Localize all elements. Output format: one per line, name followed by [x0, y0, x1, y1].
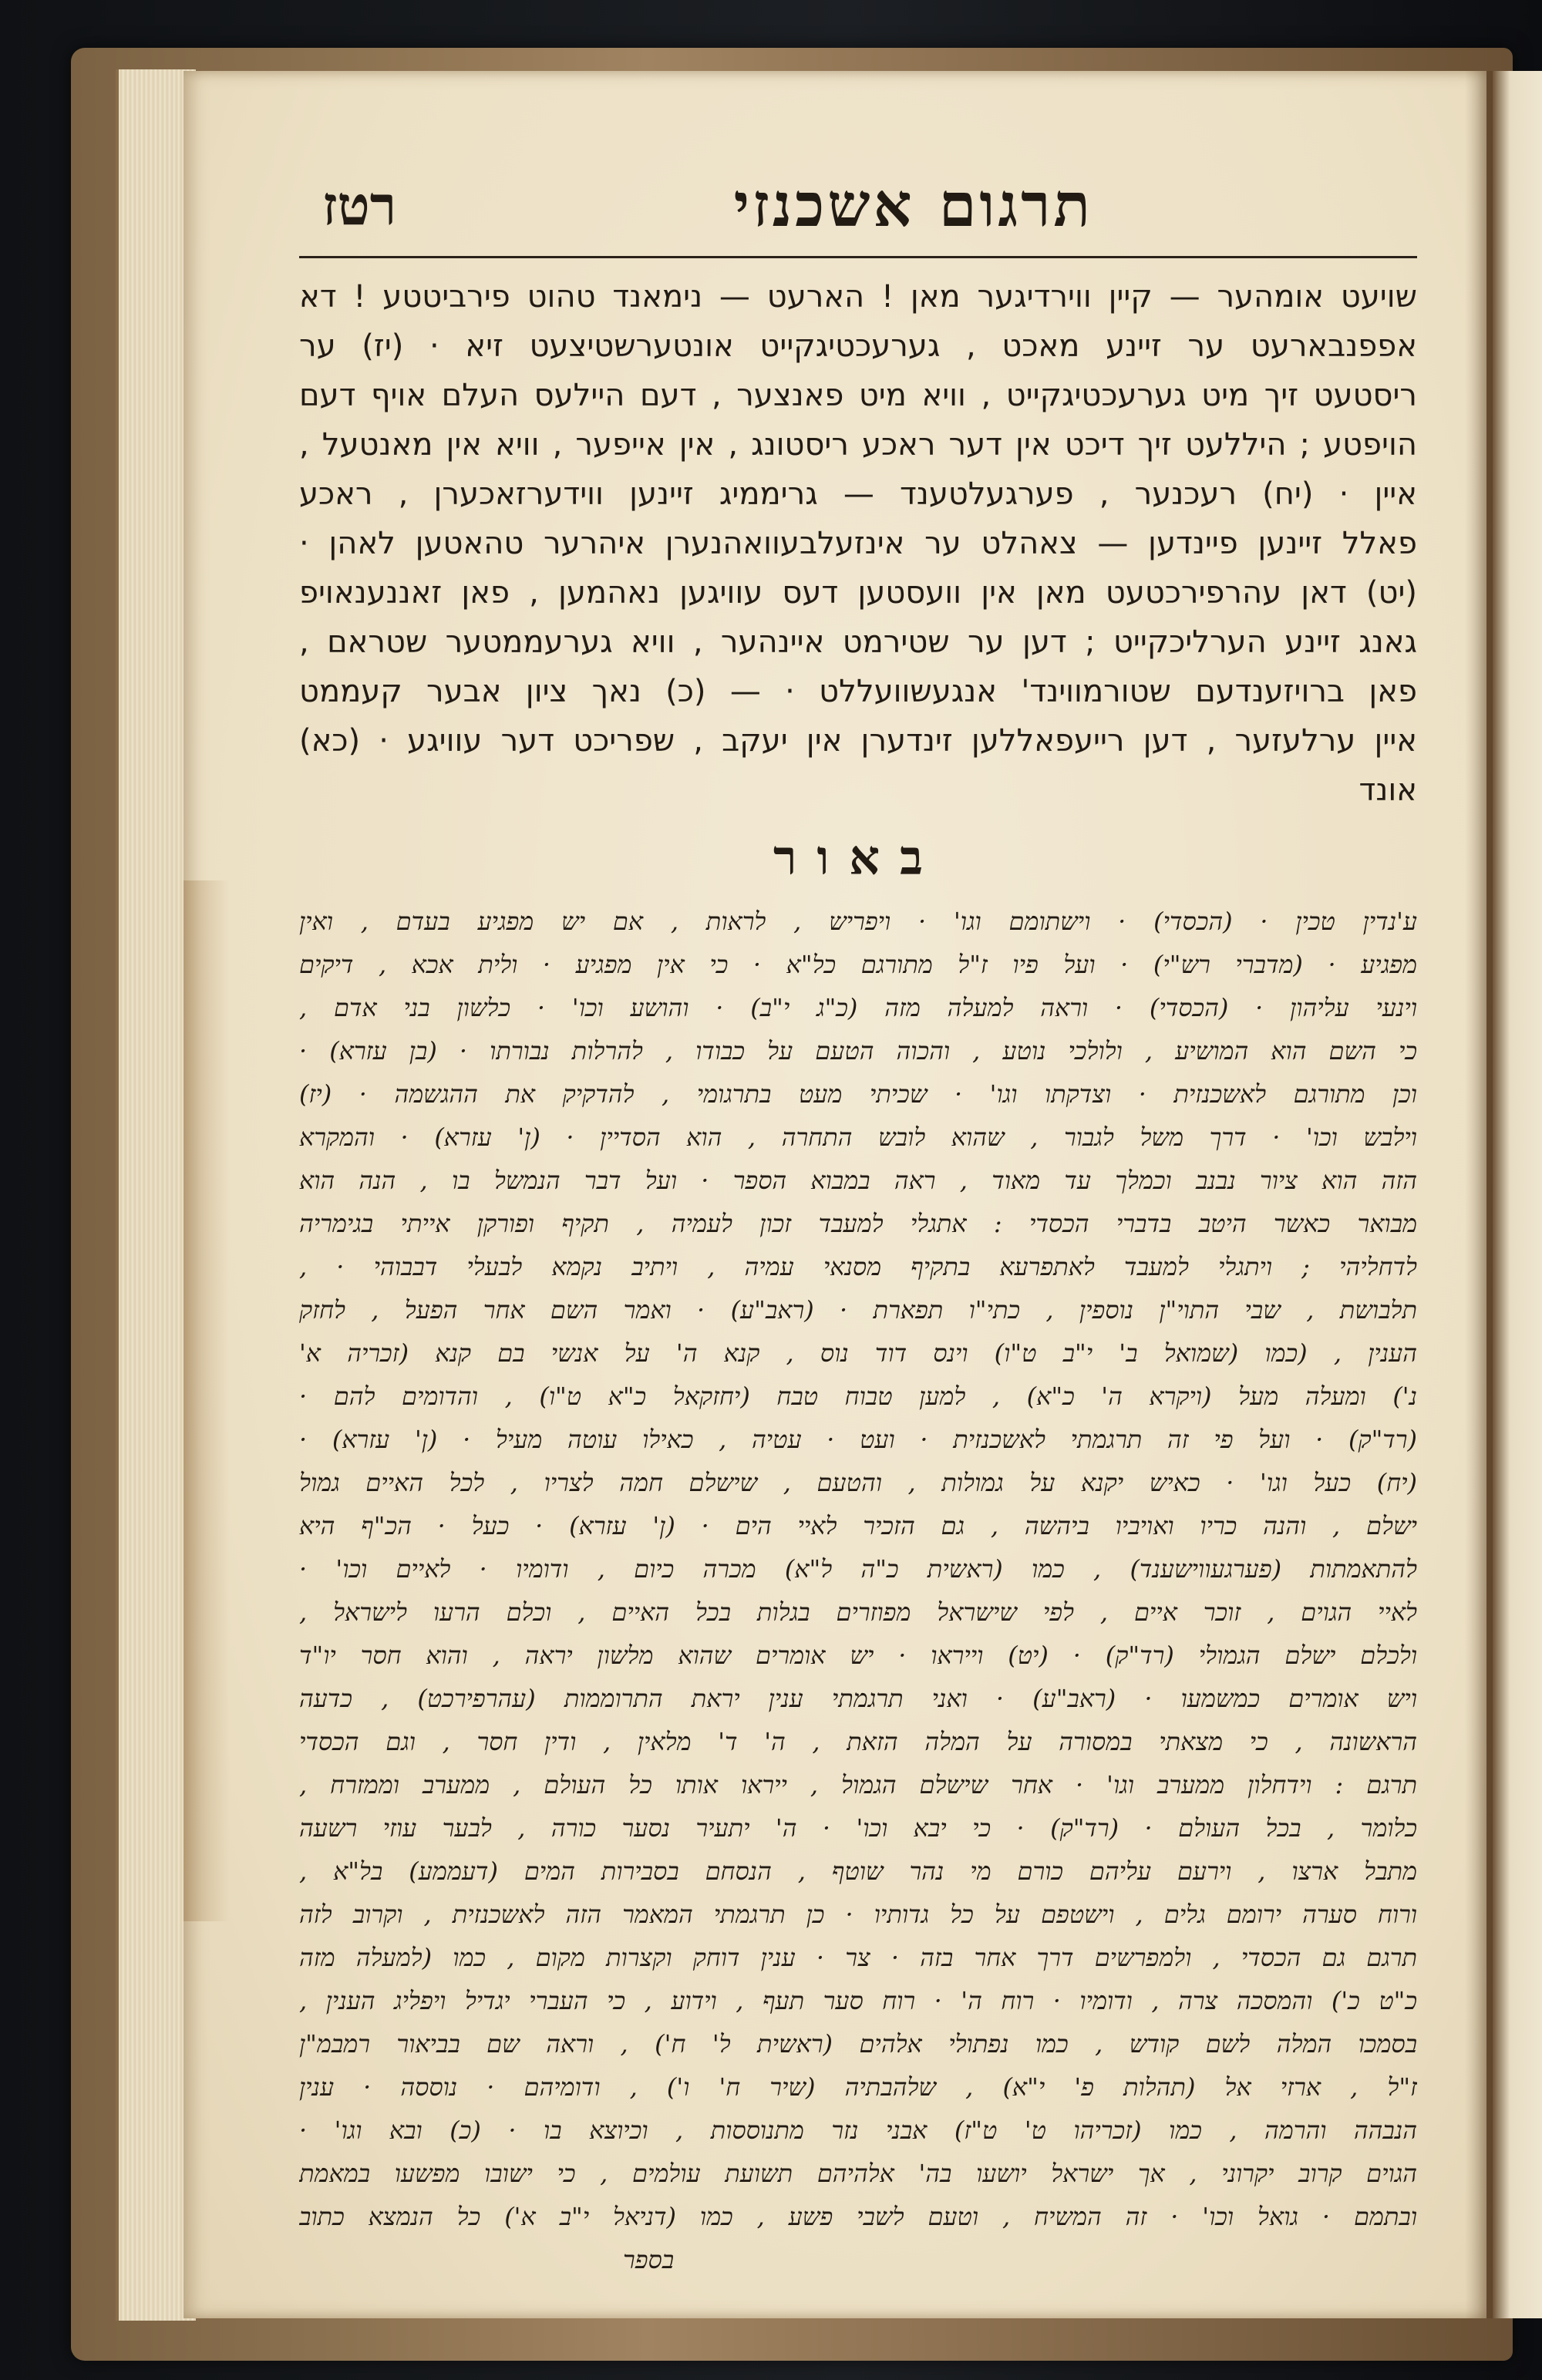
commentary-line: (יח) כעל וגו' · כאיש יקנא על גמולות , והטעם , שישלם חמה לצריו , לכל האיים גמול	[299, 1468, 1417, 1497]
commentary-line: תלבושת , שבי התוי"ן נוספין , כתי"ו תפארת · (ראב"ע) · ואמר השם אחר הפעל , לחזק	[299, 1295, 1417, 1325]
commentary-line: נ') ומעלה מעל (ויקרא ה' כ"א) , למען טבוח טבח (יחזקאל כ"א ט"ו) , והדומים להם ·	[299, 1382, 1417, 1411]
commentary-line: תרגם : וידחלון ממערב וגו' · אחר שישלם הגמול , ייראו אותו כל העולם , ממערב וממזרח ,	[299, 1770, 1417, 1799]
commentary-line: הגוים קרוב יקרוני , אך ישראל יושעו בה' אלהיהם תשועת עולמים , כי ישובו מפשעו במאמת	[299, 2159, 1417, 2188]
commentary-line: כלומר , בכל העולם · (רד"ק) · כי יבא וכו' · ה' יתעיר נסער כורה , לבער עוזי רשעה	[299, 1813, 1417, 1843]
commentary-line: וינעי עליהון · (הכסדי) · וראה למעלה מזה (כ"ג י"ב) · והושע וכו' · כלשון בני אדם ,	[299, 993, 1417, 1022]
facing-page-edge	[1493, 71, 1542, 2318]
commentary-line: ז"ל , ארזי אל (תהלות פ' י"א) , שלהבתיה (שיר ח' ו') , ודומיהם · נוססה · ענין	[299, 2072, 1417, 2102]
commentary-line: להתאמתות (פערגעווישענד) , כמו (ראשית כ"ה ל"א) מכרה כיום , ודומיו · לאיים וכו' ·	[299, 1554, 1417, 1584]
commentary-block	[299, 900, 1417, 2238]
commentary-line: הנבהה והרמה , כמו (זכריהו ט' ט"ז) אבני נזר מתנוססות , וכיוצא בו · (כ) ובא וגו' ·	[299, 2116, 1417, 2145]
translation-line: אונד	[1359, 773, 1417, 808]
commentary-line: מתבל ארצו , וירעם עליהם כורם מי נהר שוטף , הנסחם בסבירות המים (דעממע) בל"א ,	[299, 1857, 1417, 1886]
commentary-line: ולכלם ישלם הגמולי (רד"ק) · (יט) וייראו · יש אומרים שהוא מלשון יראה , והוא חסר יו"ד	[299, 1641, 1417, 1670]
commentary-line: וכן מתורגם לאשכנזית · וצדקתו וגו' · שכיתי מעט בתרגומי , להדקיק את ההגשמה · (יז)	[299, 1079, 1417, 1109]
commentary-line: כי השם הוא המושיע , ולולכי נוטע , והכוה הטעם על כבודו , להרלות נבורתו · (בן עזרא) ·	[299, 1036, 1417, 1065]
translation-line: ריסטעט זיך מיט גערעכטיגקייט , וויא מיט פאנצער , דעם היילעס העלם אויף דעם	[299, 378, 1417, 413]
section-heading: באור	[773, 830, 943, 886]
gutter-shadow	[1465, 71, 1496, 2318]
commentary-line: תרגם גם הכסדי , ולמפרשים דרך אחר בזה · צר · ענין דוחק וקצרות מקום , כמו (למעלה מזה	[299, 1943, 1417, 1972]
commentary-line: וילבש וכו' · דרך משל לגבור , שהוא לובש התחרה , הוא הסדיין · (ן' עזרא) · והמקרא	[299, 1123, 1417, 1152]
commentary-line: לאיי הגוים , זוכר איים , לפי שישראל מפוזרים בגלות בכל האיים , וכלם הרעו לישראל ,	[299, 1597, 1417, 1627]
commentary-line: ע'נדין טכין · (הכסדי) · וישתומם וגו' · ויפריש , לראות , אם יש מפגיע בעדם , ואין	[299, 907, 1417, 936]
page-stain	[183, 880, 230, 1921]
translation-line: איין · (יח) רעכנער , פערגעלטענד — גריממיג זיינען ווידערזאכערן , ראכע	[299, 476, 1417, 512]
commentary-line: הזה הוא ציור נבנב וכמלך עד מאוד , ראה במבוא הספר · ועל דבר הנמשל בו , הנה הוא	[299, 1166, 1417, 1195]
translation-line: גאנג זיינע הערליכקייט ; דען ער שטירמט איינהער , וויא גערעממטער שטראם ,	[299, 624, 1417, 660]
running-title: תרגום אשכנזי	[733, 170, 1093, 241]
translation-line: פאן ברויזענדעם שטורמווינד' אנגעשוועללט · — (כ) נאך ציון אבער קעממט	[299, 674, 1417, 709]
translation-line: שויעט אומהער — קיין ווירדיגער מאן ! הארעט — נימאנד טהוט פירביטטע ! דא	[299, 279, 1417, 315]
commentary-line: הראשונה , כי מצאתי במסורה על המלה הזאת , ה' ד' מלאין , ודין חסר , וגם הכסדי	[299, 1727, 1417, 1756]
folio-number: רטז	[322, 173, 397, 237]
translation-line: הויפטע ; היללעט זיך דיכט אין דער ראכע ריסטונג , אין אייפער , וויא אין מאנטעל ,	[299, 427, 1417, 463]
commentary-line: כ"ט כ') והמסכה צרה , ודומיו · רוח ה' · רוח סער תעף , וידוע , כי העברי יגדיל ויפליג הענין ,	[299, 1986, 1417, 2015]
catchword: בספר	[623, 2245, 675, 2274]
commentary-line: (רד"ק) · ועל פי זה תרגמתי לאשכנזית · ועט · עטיה , כאילו עוטה מעיל · (ן' עזרא) ·	[299, 1425, 1417, 1454]
commentary-line: ויש אומרים כמשמעו · (ראב"ע) · ואני תרגמתי ענין יראת התרוממות (עהרפירכט) , כדעה	[299, 1684, 1417, 1713]
running-head	[299, 163, 1417, 258]
translation-line: (יט) דאן עהרפירכטעט מאן אין וועסטען דעס עוויגען נאהמען , פאן זאננענאויפ	[299, 575, 1417, 611]
page-text	[299, 163, 1417, 2281]
translation-line: אפפנבארעט ער זיינע מאכט , גערעכטיגקייט אונטערשטיצעט זיא · (יז) ער	[299, 328, 1417, 364]
commentary-line: הענין , (כמו (שמואל ב' י"ב ט"ו) וינס דוד נוס , קנא ה' על אנשי בם קנא (זכריה א'	[299, 1338, 1417, 1368]
translation-line: פאלל זיינען פיינדען — צאהלט ער אינזעלבעוואהנערן איהרער טהאטען לאהן ·	[299, 526, 1417, 561]
commentary-line: ובתמם · גואל וכו' · זה המשיח , וטעם לשבי פשע , כמו (דניאל י"ב א') כל הנמצא כתוב	[299, 2202, 1417, 2231]
commentary-line: מפגיע · (מדברי רש"י) · ועל פיו ז"ל מתורגם כל"א · כי אין מפגיע · ולית אכא , דיקים	[299, 950, 1417, 979]
translation-line: איין ערלעזער , דען רייעפאללען זינדערן אין יעקב , שפריכט דער עוויגע · (כא)	[299, 723, 1417, 759]
commentary-line: ישלם , והנה כריו ואויביו ביהשה , גם הזכיר לאיי הים · (ן' עזרא) · כעל · הכ"ף היא	[299, 1511, 1417, 1540]
commentary-line: בסמכו המלה לשם קודש , כמו נפתולי אלהים (ראשית ל' ח') , וראה שם בביאור רמבמ"ן	[299, 2029, 1417, 2059]
commentary-line: מבואר כאשר היטב בדברי הכסדי : אתגלי למעבד זכון לעמיה , תקיף ופורקן אייתי בגימריה	[299, 1209, 1417, 1238]
translation-block	[299, 272, 1417, 815]
book-page	[183, 71, 1486, 2318]
commentary-line: לדחליהי ; ויתגלי למעבד לאתפרעא בתקיף מסנאי עמיה , ויתיב נקמא לבעלי דבבוהי · ,	[299, 1252, 1417, 1281]
commentary-line: ורוח סערה ירומם גלים , וישטפם על כל גדותיו · כן תרגמתי המאמר הזה לאשכנזית , וקרוב לזה	[299, 1900, 1417, 1929]
